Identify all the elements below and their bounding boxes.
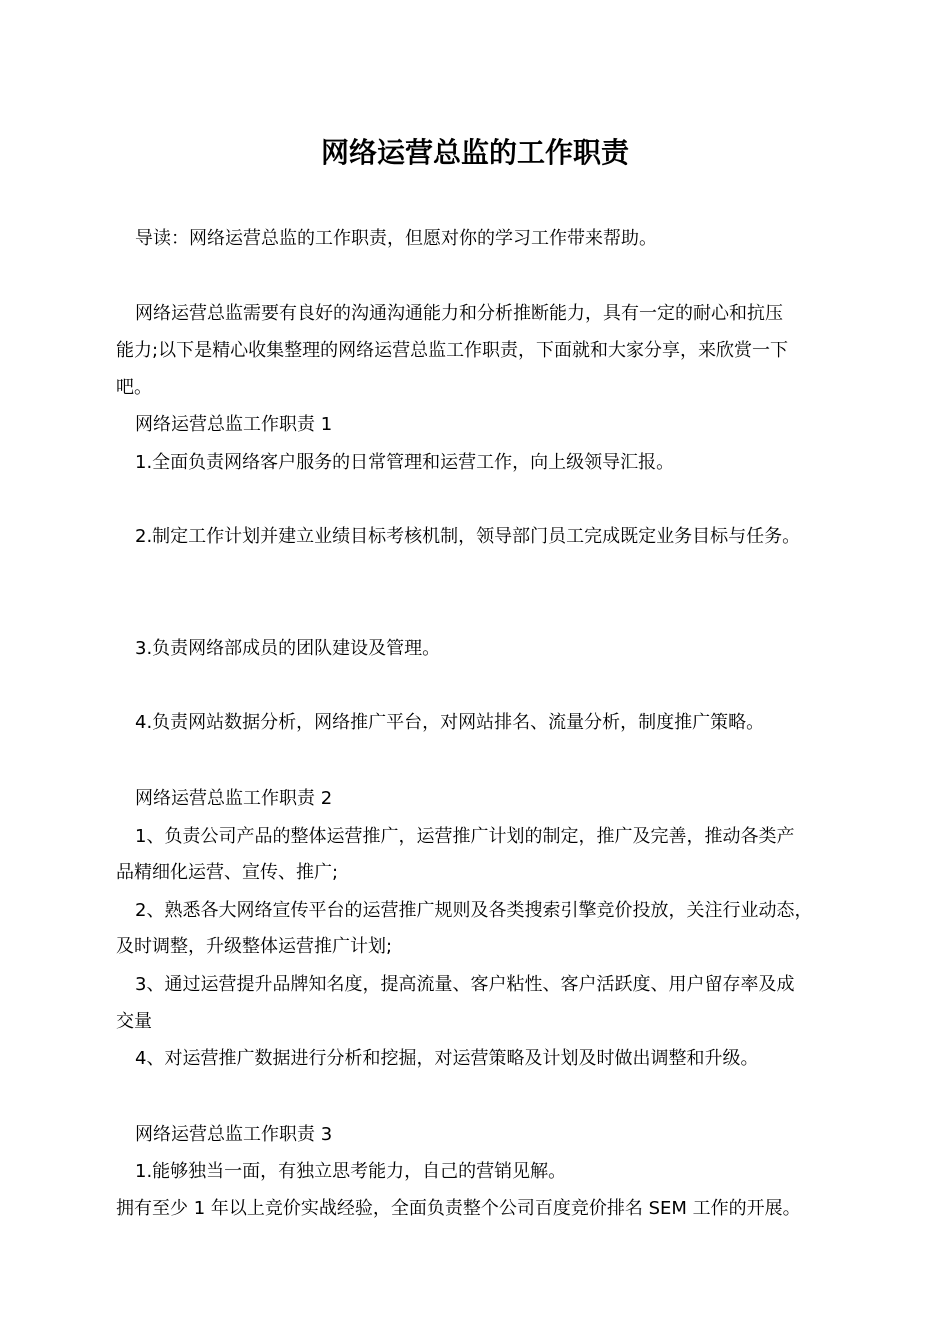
list-item: 1、负责公司产品的整体运营推广，运营推广计划的制定，推广及完善，推动各类产 (135, 826, 795, 847)
paragraph-line: 能力;以下是精心收集整理的网络运营总监工作职责，下面就和大家分享，来欣赏一下 (116, 340, 789, 361)
paragraph-line: 网络运营总监需要有良好的沟通沟通能力和分析推断能力，具有一定的耐心和抗压 (135, 303, 783, 324)
list-item: 2.制定工作计划并建立业绩目标考核机制，领导部门员工完成既定业务目标与任务。 (135, 526, 801, 547)
list-item: 1.能够独当一面，有独立思考能力，自己的营销见解。 (135, 1161, 567, 1182)
section-heading: 网络运营总监工作职责 3 (135, 1124, 333, 1145)
list-item: 2、熟悉各大网络宣传平台的运营推广规则及各类搜索引擎竞价投放，关注行业动态， (135, 900, 813, 921)
list-item-continuation: 品精细化运营、宣传、推广; (116, 862, 339, 883)
list-item-continuation: 及时调整，升级整体运营推广计划; (116, 936, 393, 957)
list-item: 4.负责网站数据分析，网络推广平台，对网站排名、流量分析，制度推广策略。 (135, 712, 765, 733)
intro-line: 导读：网络运营总监的工作职责，但愿对你的学习工作带来帮助。 (135, 228, 657, 249)
list-item: 3.负责网络部成员的团队建设及管理。 (135, 638, 441, 659)
paragraph-line: 拥有至少 1 年以上竞价实战经验，全面负责整个公司百度竞价排名 SEM 工作的开展。 (116, 1198, 801, 1219)
list-item: 3、通过运营提升品牌知名度，提高流量、客户粘性、客户活跃度、用户留存率及成 (135, 974, 795, 995)
section-heading: 网络运营总监工作职责 2 (135, 788, 333, 809)
paragraph-line: 吧。 (116, 377, 152, 398)
list-item: 1.全面负责网络客户服务的日常管理和运营工作，向上级领导汇报。 (135, 452, 675, 473)
document-title: 网络运营总监的工作职责 (320, 136, 629, 169)
list-item: 4、对运营推广数据进行分析和挖掘，对运营策略及计划及时做出调整和升级。 (135, 1048, 759, 1069)
section-heading: 网络运营总监工作职责 1 (135, 414, 333, 435)
list-item-continuation: 交量 (116, 1011, 152, 1032)
